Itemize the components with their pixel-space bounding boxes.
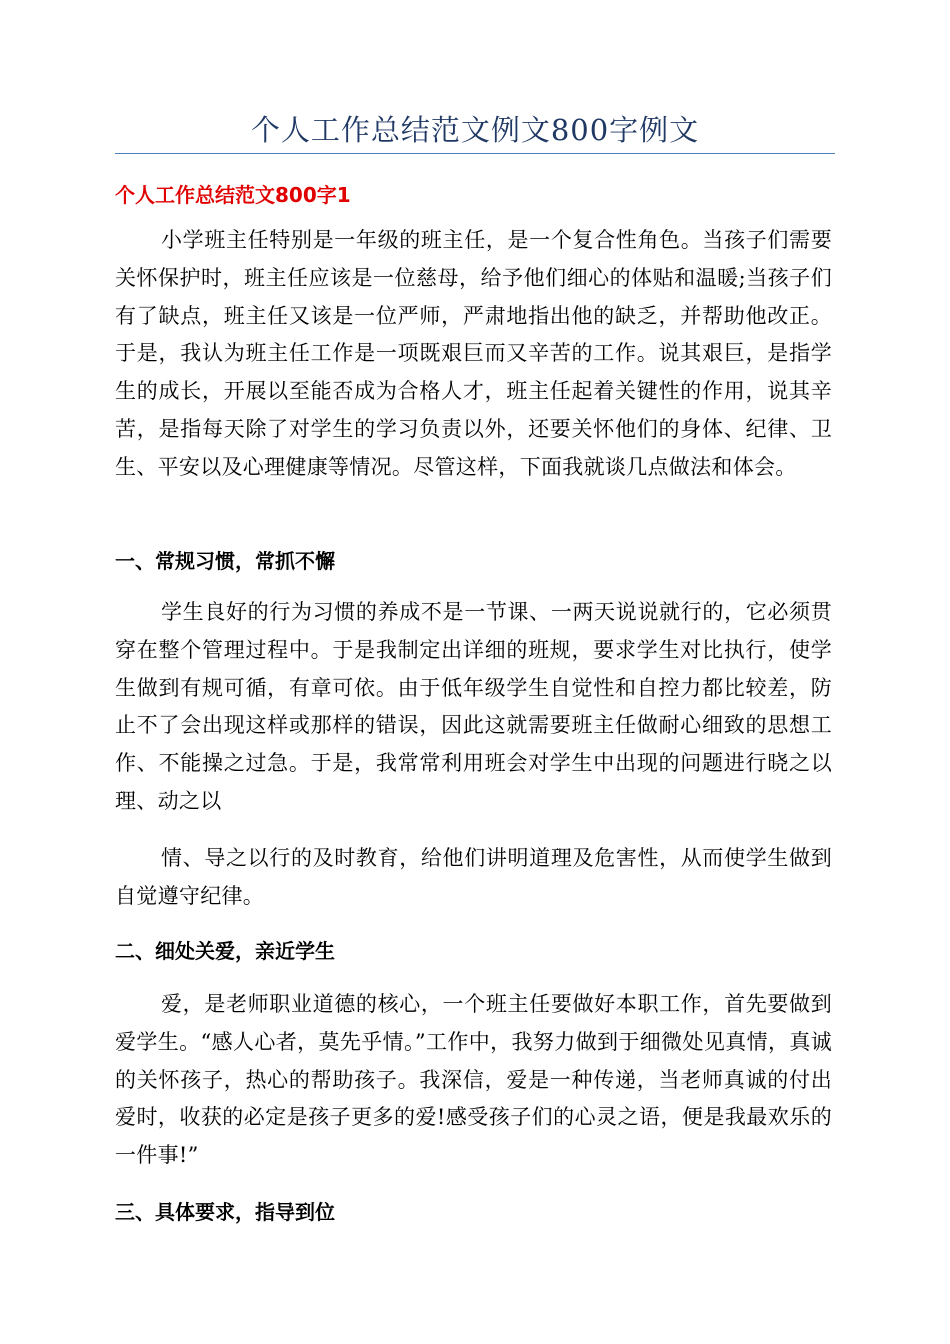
paragraph-habits: 学生良好的行为习惯的养成不是一节课、一两天说说就行的，它必须贯穿在整个管理过程中。于是我制定出详细的班规，要求学生对比执行，使学生做到有规可循，有章可依。由于低年级学生自觉性和自控力都比较差，防止不了会出现这样或那样的错误，因此这就需要班主任做耐心细致的思想工作、不能操之过急。于是，我常常利用班会对学生中出现的问题进行晓之以理、动之以 [115, 600, 832, 813]
paragraph-habits-continued: 情、导之以行的及时教育，给他们讲明道理及危害性，从而使学生做到自觉遵守纪律。 [115, 846, 832, 908]
paragraph-care: 爱，是老师职业道德的核心，一个班主任要做好本职工作，首先要做到爱学生。“感人心者，莫先乎情。”工作中，我努力做到于细微处见真情，真诚的关怀孩子，热心的帮助孩子。我深信，爱是一种传递，当老师真诚的付出爱时，收获的必定是孩子更多的爱!感受孩子们的心灵之语，便是我最欢乐的一件事!” [115, 992, 832, 1168]
section-title: 个人工作总结范文800字1 [115, 183, 351, 207]
heading-specific-requirements: 三、具体要求，指导到位 [115, 1200, 335, 1224]
paragraph-intro: 小学班主任特别是一年级的班主任，是一个复合性角色。当孩子们需要关怀保护时，班主任应该是一位慈母，给予他们细心的体贴和温暖;当孩子们有了缺点，班主任又该是一位严师，严肃地指出他的缺乏，并帮助他改正。于是，我认为班主任工作是一项既艰巨而又辛苦的工作。说其艰巨，是指学生的成长，开展以至能否成为合格人才，班主任起着关键性的作用，说其辛苦，是指每天除了对学生的学习负责以外，还要关怀他们的身体、纪律、卫生、平安以及心理健康等情况。尽管这样，下面我就谈几点做法和体会。 [115, 228, 832, 479]
document-title: 个人工作总结范文例文800字例文 [250, 113, 700, 147]
title-underline-rule [115, 153, 835, 154]
heading-care-details: 二、细处关爱，亲近学生 [115, 939, 335, 963]
heading-routine-habits: 一、常规习惯，常抓不懈 [115, 549, 335, 573]
